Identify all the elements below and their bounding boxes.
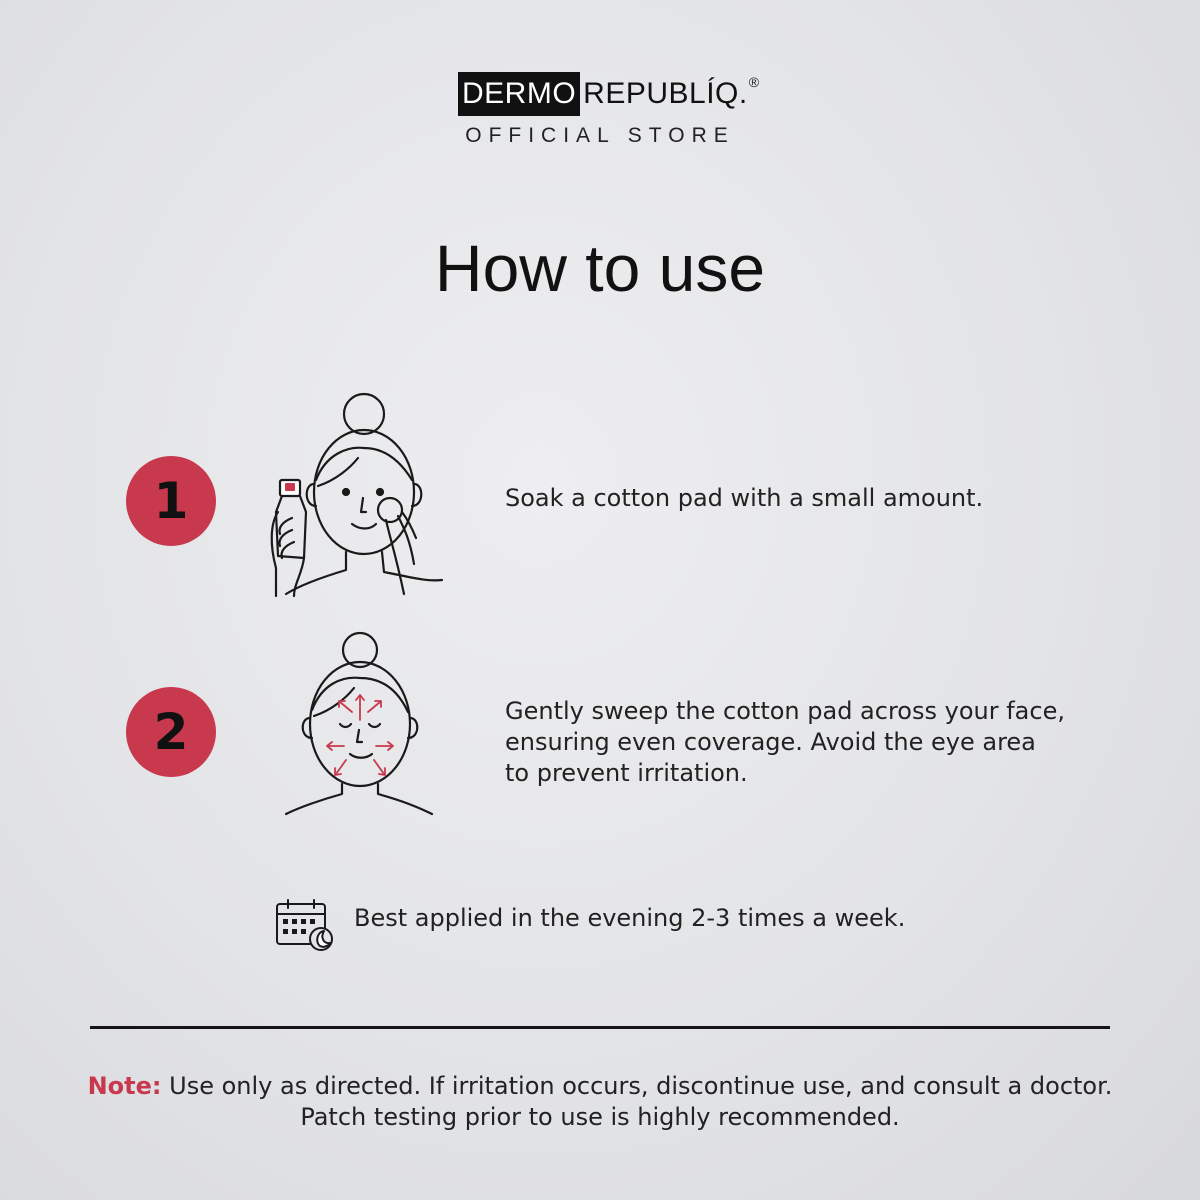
divider (90, 1026, 1110, 1029)
step-2-text-line: Gently sweep the cotton pad across your face, (505, 697, 1065, 725)
calendar-evening-icon (274, 898, 336, 952)
step-2-badge: 2 (126, 687, 216, 777)
note-label: Note: (87, 1072, 162, 1100)
step-2-text-line: ensuring even coverage. Avoid the eye area (505, 728, 1036, 756)
step-1-text: Soak a cotton pad with a small amount. (505, 484, 984, 512)
apply-toner-face-icon (266, 388, 452, 600)
brand-logo (458, 72, 760, 116)
logo-dermo: DERMO (458, 72, 580, 116)
step-1-badge: 1 (126, 456, 216, 546)
logo-republiq: REPUBLÍQ. (583, 77, 748, 110)
step-2-text-line: to prevent irritation. (505, 759, 748, 787)
face-sweep-directions-icon (280, 628, 440, 818)
note-line-1: Use only as directed. If irritation occurs, discontinue use, and consult a doctor. (161, 1072, 1113, 1100)
tip-text: Best applied in the evening 2-3 times a week. (354, 904, 906, 932)
page-title: How to use (434, 231, 766, 305)
official-store-label: OFFICIAL STORE (465, 124, 735, 147)
note-line-2: Patch testing prior to use is highly recommended. (300, 1103, 900, 1131)
disclaimer-note (0, 1071, 1200, 1133)
registered-mark: ® (748, 74, 760, 90)
step-2-text (505, 696, 1065, 789)
